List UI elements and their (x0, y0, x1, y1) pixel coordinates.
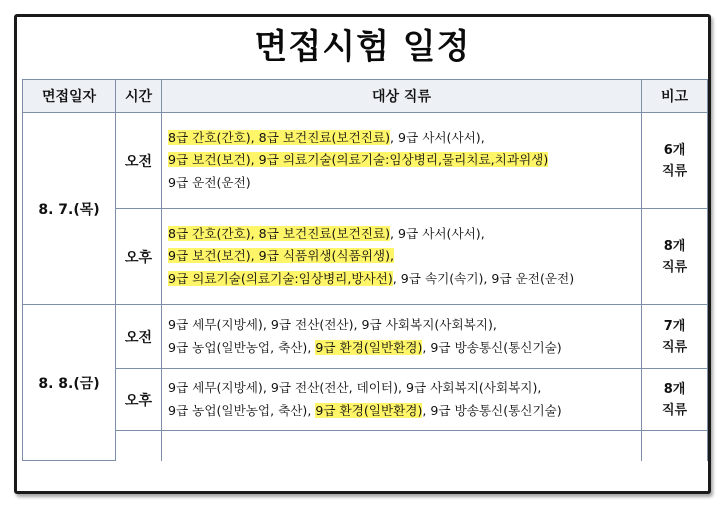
session-time: 오후 (116, 209, 162, 305)
interview-date: 8. 7.(목) (23, 113, 116, 305)
header-row (23, 80, 708, 113)
session-time: 오전 (116, 305, 162, 369)
job-count: 6개 (663, 142, 686, 158)
empty-cell (116, 431, 162, 461)
job-count-unit: 직류 (661, 259, 688, 275)
job-text: , 9급 방송통신(통신기술) (422, 339, 562, 355)
job-text: 9급 세무(지방세), 9급 전산(전산), 9급 사회복지(사회복지), (168, 317, 497, 332)
job-count: 8개 (663, 238, 686, 254)
job-line (168, 268, 637, 291)
header-jobs: 대상 직류 (162, 80, 642, 113)
empty-cell (162, 431, 642, 461)
job-line (168, 149, 637, 172)
session-time: 오후 (116, 369, 162, 431)
job-count: 8개 (663, 381, 686, 397)
table-row (23, 209, 708, 305)
job-text: , 9급 방송통신(통신기술) (422, 402, 562, 418)
highlighted-job-text: 9급 환경(일반환경) (315, 339, 423, 355)
job-line (168, 337, 637, 360)
header-time: 시간 (116, 80, 162, 113)
session-time: 오전 (116, 113, 162, 209)
job-line (168, 400, 637, 423)
job-line (168, 223, 637, 246)
highlighted-job-text: 9급 보건(보건), 9급 식품위생(식품위생), (168, 248, 395, 264)
job-text: , 9급 사서(사서), (390, 129, 485, 145)
job-line (168, 172, 637, 195)
job-count-unit: 직류 (661, 163, 688, 179)
highlighted-job-text: 9급 보건(보건), 9급 의료기술(의료기술:임상병리,물리치료,치과위생) (168, 152, 549, 168)
job-count-note (642, 113, 708, 209)
job-line (168, 314, 637, 337)
job-list (162, 369, 642, 431)
interview-date: 8. 8.(금) (23, 305, 116, 461)
table-row (23, 305, 708, 369)
job-count-note (642, 305, 708, 369)
empty-cell (642, 431, 708, 461)
job-count-unit: 직류 (661, 402, 688, 418)
job-count-unit: 직류 (661, 339, 688, 355)
job-count: 7개 (663, 318, 686, 334)
job-text: , 9급 사서(사서), (390, 225, 485, 241)
job-list (162, 209, 642, 305)
job-line (168, 245, 637, 268)
schedule-frame (14, 14, 711, 494)
highlighted-job-text: 9급 환경(일반환경) (315, 402, 423, 418)
table-row-empty (23, 431, 708, 461)
job-text: 9급 운전(운전) (168, 174, 251, 190)
job-list (162, 113, 642, 209)
job-line (168, 377, 637, 400)
job-line (168, 127, 637, 150)
job-text: 9급 세무(지방세), 9급 전산(전산, 데이터), 9급 사회복지(사회복지), (168, 380, 542, 395)
highlighted-job-text: 8급 간호(간호), 8급 보건진료(보건진료) (168, 225, 391, 241)
highlighted-job-text: 9급 의료기술(의료기술:임상병리,방사선) (168, 270, 393, 286)
job-text: 9급 농업(일반농업, 축산), (168, 339, 316, 355)
table-row (23, 369, 708, 431)
schedule-table (22, 79, 708, 461)
header-note: 비고 (642, 80, 708, 113)
highlighted-job-text: 8급 간호(간호), 8급 보건진료(보건진료) (168, 129, 391, 145)
table-row (23, 113, 708, 209)
job-text: , 9급 속기(속기), 9급 운전(운전) (392, 270, 575, 286)
header-date: 면접일자 (23, 80, 116, 113)
job-list (162, 305, 642, 369)
page-title: 면접시험 일정 (254, 27, 471, 67)
job-count-note (642, 209, 708, 305)
job-text: 9급 농업(일반농업, 축산), (168, 402, 316, 418)
job-count-note (642, 369, 708, 431)
